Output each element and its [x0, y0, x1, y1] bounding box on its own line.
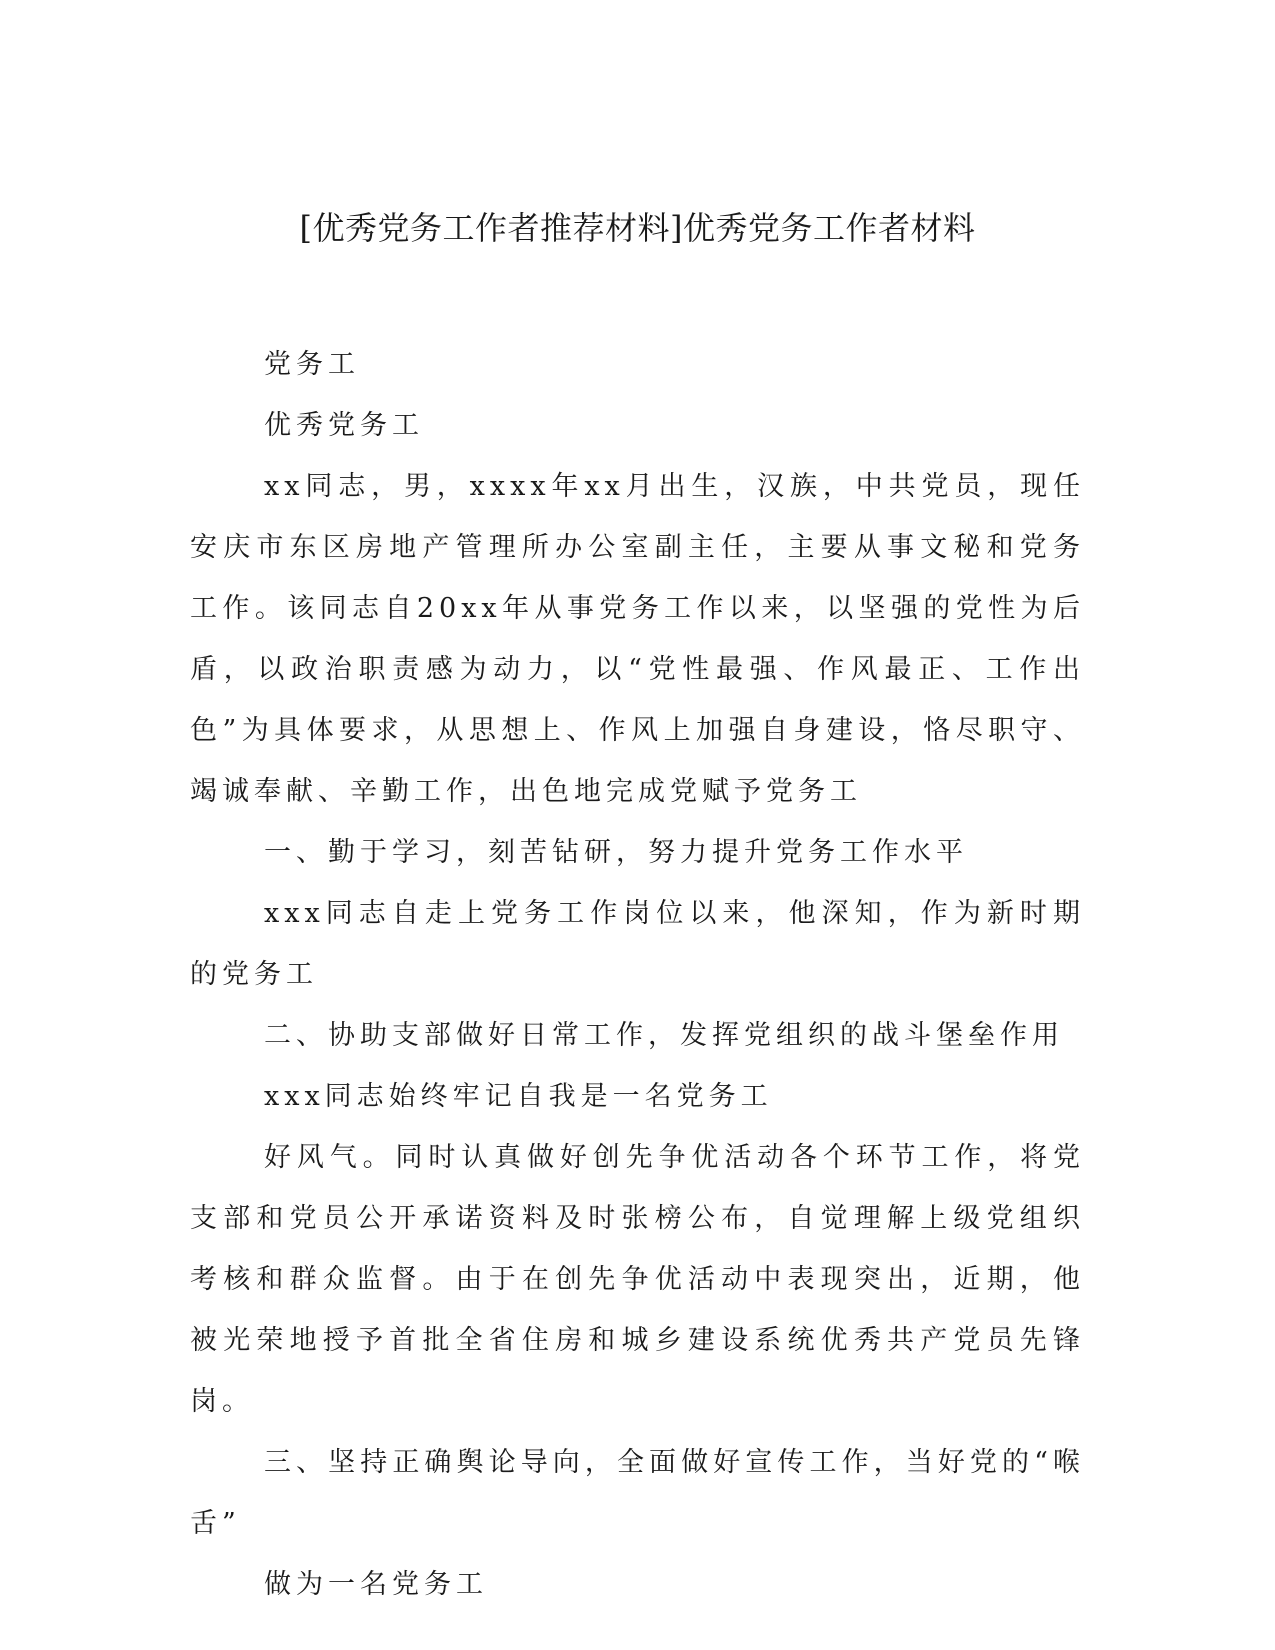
paragraph: 党务工: [264, 349, 360, 380]
paragraph: 优秀党务工: [264, 410, 424, 441]
section-heading: 二、协助支部做好日常工作，发挥党组织的战斗堡垒作用: [264, 1020, 1064, 1051]
paragraph: xxx同志始终牢记自我是一名党务工: [264, 1081, 773, 1112]
document-title: [优秀党务工作者推荐材料]优秀党务工作者材料: [299, 209, 976, 247]
section-heading: 一、勤于学习，刻苦钻研，努力提升党务工作水平: [264, 837, 968, 868]
document-body: [190, 334, 1085, 1615]
section-heading: 三、坚持正确舆论导向，全面做好宣传工作，当好党的“喉舌”: [190, 1447, 1085, 1539]
paragraph: 好风气。同时认真做好创先争优活动各个环节工作，将党支部和党员公开承诺资料及时张榜公布，自觉理解上级党组织考核和群众监督。由于在创先争优活动中表现突出，近期，他被光荣地授予首批全省住房和城乡建设系统优秀共产党员先锋岗。: [190, 1142, 1085, 1417]
paragraph: xx同志，男，xxxx年xx月出生，汉族，中共党员，现任安庆市东区房地产管理所办公室副主任，主要从事文秘和党务工作。该同志自20xx年从事党务工作以来，以坚强的党性为后盾，以政治职责感为动力，以“党性最强、作风最正、工作出色”为具体要求，从思想上、作风上加强自身建设，恪尽职守、竭诚奉献、辛勤工作，出色地完成党赋予党务工: [190, 471, 1085, 807]
paragraph: xxx同志自走上党务工作岗位以来，他深知，作为新时期的党务工: [190, 898, 1085, 990]
paragraph: 做为一名党务工: [264, 1569, 488, 1600]
